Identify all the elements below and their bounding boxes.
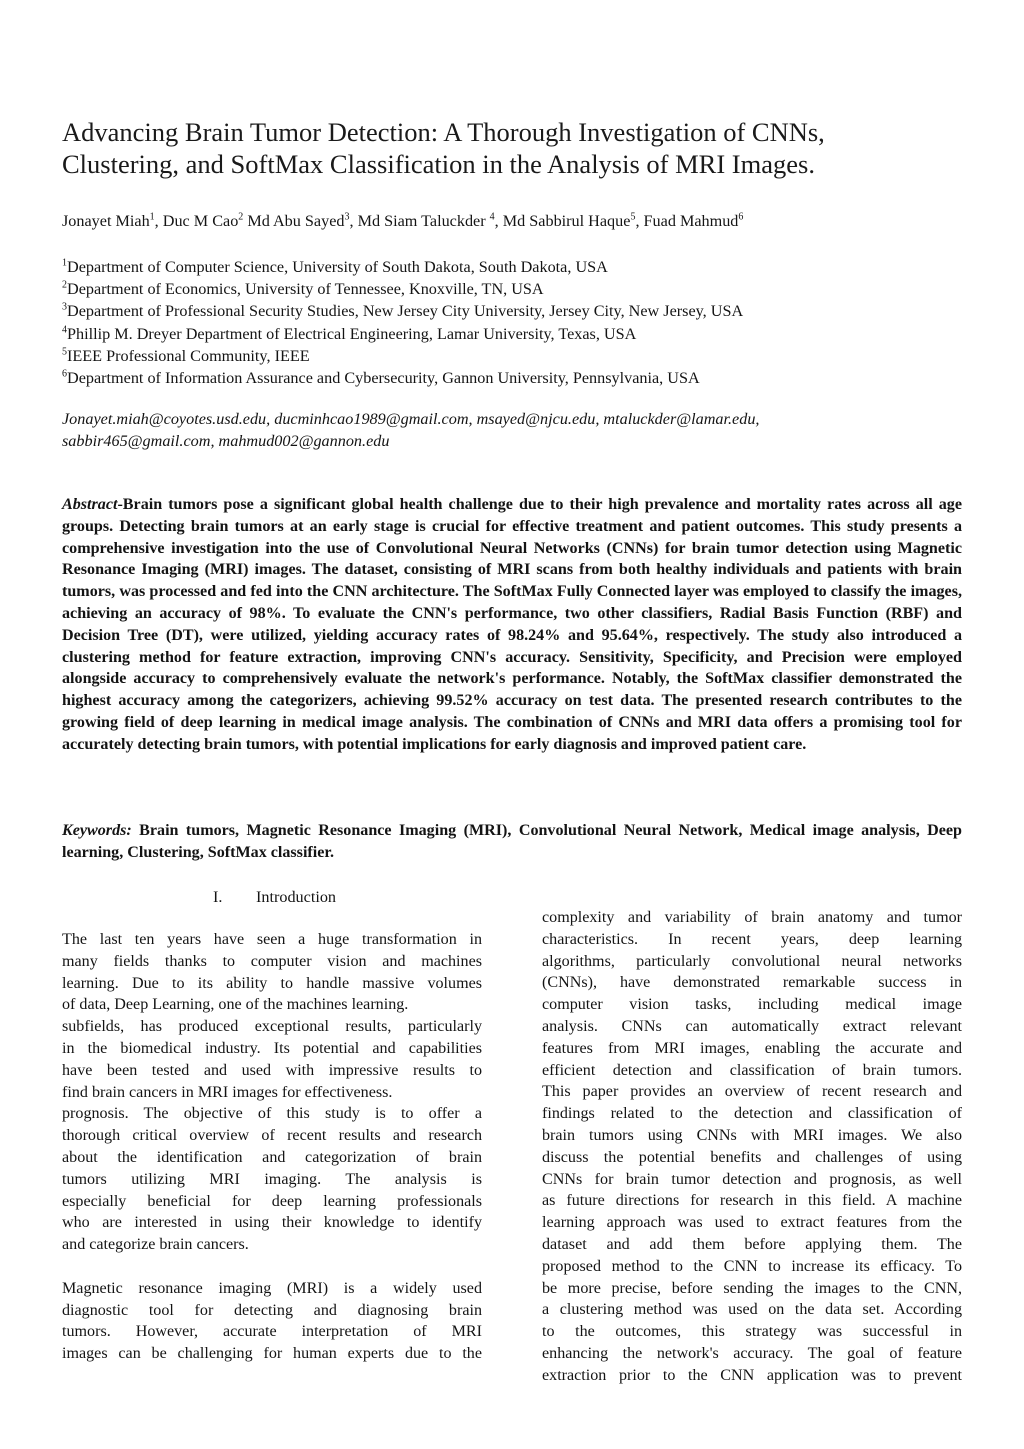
body-text-line: dataset and add them before applying them. The <box>542 1235 962 1253</box>
author-affiliation-mark: 1 <box>149 211 155 223</box>
body-text-line: efficient detection and classification of brain tumors. <box>542 1061 962 1079</box>
affiliation-mark: 3 <box>62 302 67 314</box>
author-separator: , <box>494 212 503 230</box>
body-text-line: subfields, has produced exceptional results, particularly <box>62 1018 482 1036</box>
body-text-line: This paper provides an overview of recent research and <box>542 1083 962 1101</box>
affiliation-mark: 5 <box>62 346 67 358</box>
body-text-line: especially beneficial for deep learning professionals <box>62 1192 482 1210</box>
author-affiliation-mark: 6 <box>738 211 744 223</box>
affiliation <box>62 367 982 389</box>
paragraph-break <box>62 1256 482 1278</box>
affiliation <box>62 345 982 367</box>
affiliation-text: Department of Economics, University of Tennessee, Knoxville, TN, USA <box>67 280 544 299</box>
affiliation <box>62 256 982 278</box>
body-text-line: findings related to the detection and classification of <box>542 1105 962 1123</box>
body-text-line: algorithms, particularly convolutional neural networks <box>542 952 962 970</box>
section-number: I. <box>213 888 223 906</box>
body-column-left <box>62 929 482 1365</box>
author-separator: , <box>635 212 644 230</box>
body-text-line: characteristics. In recent years, deep learning <box>542 930 962 948</box>
author-affiliation-mark: 3 <box>344 211 350 223</box>
affiliation-mark: 6 <box>62 368 67 380</box>
body-text-line: learning. Due to its ability to handle massive volumes <box>62 974 482 992</box>
body-text-line: features from MRI images, enabling the accurate and <box>542 1039 962 1057</box>
author-name: Duc M Cao <box>162 212 239 230</box>
body-text-line: diagnostic tool for detecting and diagnosing brain <box>62 1301 482 1319</box>
title-line: Advancing Brain Tumor Detection: A Thorough Investigation of CNNs, <box>62 117 825 147</box>
body-text-line: of data, Deep Learning, one of the machines learning. <box>62 996 409 1014</box>
body-text-line: thorough critical overview of recent results and research <box>62 1127 482 1145</box>
section-title: Introduction <box>256 888 337 906</box>
body-text-line: brain tumors using CNNs with MRI images. We also <box>542 1126 962 1144</box>
author-name: Md Siam Taluckder <box>357 212 490 230</box>
body-text-line: images can be challenging for human experts due to the <box>62 1345 482 1363</box>
keywords-text: Brain tumors, Magnetic Resonance Imaging (MRI), Convolutional Neural Network, Medical image analysis, Deep learning, Clustering, SoftMax classifier. <box>62 822 962 861</box>
affiliation-list <box>62 256 982 389</box>
author-affiliation-mark: 2 <box>238 211 244 223</box>
affiliation-text: IEEE Professional Community, IEEE <box>67 346 310 365</box>
paper-title <box>62 116 962 180</box>
affiliation-mark: 1 <box>62 257 67 269</box>
body-text-line: and categorize brain cancers. <box>62 1236 249 1254</box>
author-list <box>62 210 982 232</box>
body-text-line: computer vision tasks, including medical image <box>542 996 962 1014</box>
author-name: Jonayet Miah <box>62 212 150 230</box>
body-text-line: have been tested and used with impressive results to <box>62 1061 482 1079</box>
body-text-line: Magnetic resonance imaging (MRI) is a widely used <box>62 1279 482 1297</box>
keywords-label: Keywords: <box>62 822 132 839</box>
keywords <box>62 820 962 864</box>
body-text-line: to the outcomes, this strategy was successful in <box>542 1323 962 1341</box>
email-list <box>62 408 982 452</box>
author-name: Md Sabbirul Haque <box>502 212 631 230</box>
abstract-label: Abstract <box>62 496 118 513</box>
author-affiliation-mark: 5 <box>630 211 636 223</box>
author-name: Md Abu Sayed <box>247 212 345 230</box>
body-text-line: who are interested in using their knowledge to identify <box>62 1214 482 1232</box>
affiliation <box>62 323 982 345</box>
body-text-line: tumors utilizing MRI imaging. The analysis is <box>62 1170 482 1188</box>
body-text-line: as future directions for research in this field. A machine <box>542 1192 962 1210</box>
body-text-line: learning approach was used to extract features from the <box>542 1214 962 1232</box>
email-line: Jonayet.miah@coyotes.usd.edu, ducminhcao1989@gmail.com, msayed@njcu.edu, mtaluckder@lamar.edu, <box>62 410 760 428</box>
body-text-line: enhancing the network's accuracy. The goal of feature <box>542 1344 962 1362</box>
body-text-line: about the identification and categorization of brain <box>62 1148 482 1166</box>
title-line: Clustering, and SoftMax Classification in the Analysis of MRI Images. <box>62 149 815 179</box>
affiliation-text: Department of Computer Science, University of South Dakota, South Dakota, USA <box>67 258 608 276</box>
body-text-line: many fields thanks to computer vision and machines <box>62 952 482 970</box>
affiliation <box>62 300 982 322</box>
body-text-line: complexity and variability of brain anatomy and tumor <box>542 909 962 926</box>
body-text-line: The last ten years have seen a huge transformation in <box>62 931 482 948</box>
body-text-line: CNNs for brain tumor detection and prognosis, as well <box>542 1170 962 1188</box>
body-text-line: analysis. CNNs can automatically extract relevant <box>542 1017 962 1035</box>
affiliation-mark: 2 <box>62 279 67 291</box>
body-text-line: extraction prior to the CNN application was to prevent <box>542 1366 962 1384</box>
affiliation-mark: 4 <box>62 324 67 336</box>
body-text-line: in the biomedical industry. Its potential and capabilities <box>62 1039 482 1057</box>
body-text-line: a clustering method was used on the data set. According <box>542 1301 962 1319</box>
body-text-line: proposed method to the CNN to increase its efficacy. To <box>542 1257 962 1275</box>
author-name: Fuad Mahmud <box>643 212 739 230</box>
email-line: sabbir465@gmail.com, mahmud002@gannon.edu <box>62 432 390 450</box>
affiliation <box>62 278 982 300</box>
abstract-text: -Brain tumors pose a significant global health challenge due to their high prevalence and mortality rates across all age groups. Detecting brain tumors at an early stage is crucial for effective treatment and patient outcomes. This study presents a comprehensive investigation into the use of Convolutional Neural Networks (CNNs) for brain tumor detection using Magnetic Resonance Imaging (MRI) images. The dataset, consisting of MRI scans from both healthy individuals and patients with brain tumors, was processed and fed into the CNN architecture. The SoftMax Fully Connected layer was employed to classify the images, achieving an accuracy of 98%. To evaluate the CNN's performance, two other classifiers, Radial Basis Function (RBF) and Decision Tree (DT), were utilized, yielding accuracy rates of 98.24% and 95.64%, respectively. The study also introduced a clustering method for feature extraction, improving CNN's accuracy. Sensitivity, Specificity, and Precision were employed alongside accuracy to comprehensively evaluate the network's performance. Notably, the SoftMax classifier demonstrated the highest accuracy among the categorizers, achieving 99.52% accuracy on test data. The presented research contributes to the growing field of deep learning in medical image analysis. The combination of CNNs and MRI data offers a promising tool for accurately detecting brain tumors, with potential implications for early diagnosis and improved patient care. <box>62 496 962 753</box>
body-text-line: find brain cancers in MRI images for effectiveness. <box>62 1083 393 1101</box>
author-affiliation-mark: 4 <box>489 211 495 223</box>
body-text-line: (CNNs), have demonstrated remarkable success in <box>542 974 962 992</box>
body-text-line: discuss the potential benefits and challenges of using <box>542 1148 962 1166</box>
author-separator: , <box>154 212 163 230</box>
affiliation-text: Phillip M. Dreyer Department of Electrical Engineering, Lamar University, Texas, USA <box>67 324 637 343</box>
author-separator: , <box>349 212 358 230</box>
affiliation-text: Department of Information Assurance and Cybersecurity, Gannon University, Pennsylvania, USA <box>67 369 700 388</box>
body-text-line: prognosis. The objective of this study is to offer a <box>62 1105 482 1123</box>
section-heading-introduction <box>62 886 482 908</box>
body-column-right <box>542 907 962 1387</box>
abstract <box>62 494 962 756</box>
affiliation-text: Department of Professional Security Studies, New Jersey City University, Jersey City, New Jersey, USA <box>67 302 744 321</box>
body-text-line: be more precise, before sending the images to the CNN, <box>542 1279 962 1297</box>
body-text-line: tumors. However, accurate interpretation of MRI <box>62 1323 482 1341</box>
